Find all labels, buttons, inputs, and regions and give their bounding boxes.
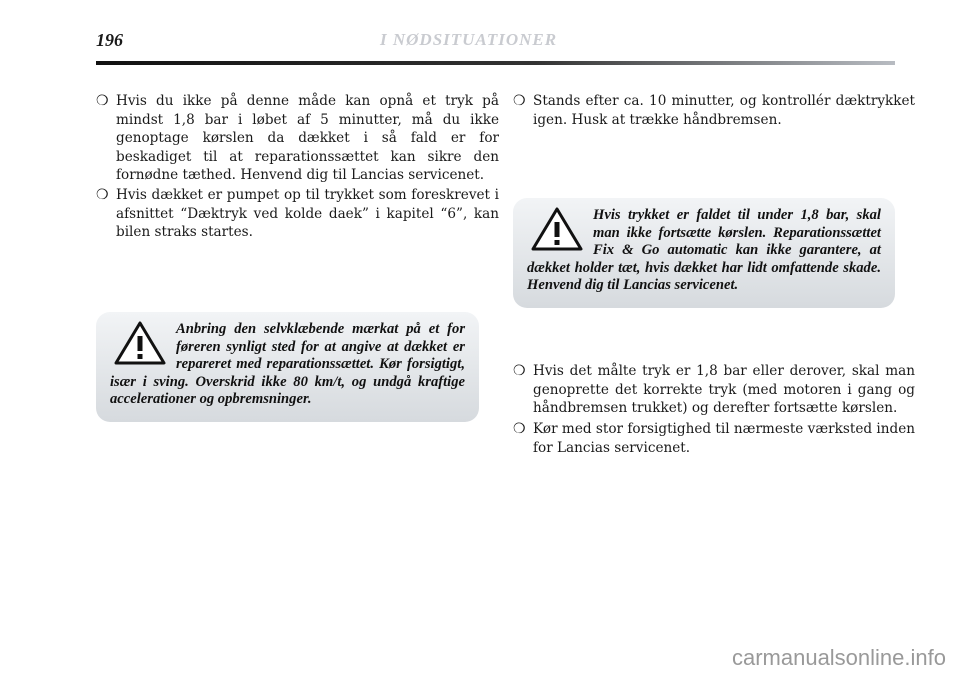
left-bullet-1 — [96, 92, 499, 185]
section-title: I NØDSITUATIONER — [380, 30, 558, 49]
bullet-marker: ❍ — [96, 93, 109, 109]
warning-triangle-icon — [531, 207, 583, 251]
left-bullet-2 — [96, 186, 499, 242]
page-number: 196 — [96, 30, 123, 50]
header-rule — [96, 61, 895, 65]
warning-triangle-icon — [114, 321, 166, 365]
bullet-marker: ❍ — [513, 93, 526, 109]
bullet-marker: ❍ — [513, 363, 526, 379]
right-bullet-top — [513, 92, 915, 129]
left-bullet-1-text: Hvis du ikke på denne måde kan opnå et tryk på mindst 1,8 bar i løbet af 5 minutter, må du ikke genoptage kørslen da dækket i så fald er for beskadiget til at reparationssættet kan sikre den fornødne tæthed. Henvend dig til Lancias servicenet. — [116, 93, 499, 184]
watermark: carmanualsonline.info — [731, 645, 946, 670]
warning-box-left — [96, 312, 479, 422]
right-bullet-bottom-1-text: Hvis det målte tryk er 1,8 bar eller derover, skal man genoprette det korrekte tryk (med motoren i gang og håndbremsen trukket) og derefter fortsætte kørslen. — [533, 363, 915, 417]
right-bullet-bottom-1 — [513, 362, 915, 418]
right-bullet-bottom-2 — [513, 420, 915, 457]
bullet-marker: ❍ — [513, 421, 526, 437]
right-bullet-bottom-2-text: Kør med stor forsigtighed til nærmeste værksted inden for Lancias servicenet. — [533, 421, 915, 456]
bullet-marker: ❍ — [96, 187, 109, 203]
warning-text-right: Hvis trykket er faldet til under 1,8 bar, skal man ikke fortsætte kørslen. Reparationssættet Fix & Go automatic kan ikke garantere, at dækket holder tæt, hvis dækket har lidt omfattende skade. Henvend dig til Lancias servicenet. — [527, 207, 881, 293]
right-bullet-top-text: Stands efter ca. 10 minutter, og kontrollér dæktrykket igen. Husk at trække håndbremsen. — [533, 93, 915, 128]
left-bullet-2-text: Hvis dækket er pumpet op til trykket som foreskrevet i afsnittet “Dæktryk ved kolde daek” i kapitel “6”, kan bilen straks startes. — [116, 187, 499, 241]
warning-box-right — [513, 198, 895, 308]
warning-text-left: Anbring den selvklæbende mærkat på et for føreren synligt sted for at angive at dækket er repareret med reparationssættet. Kør forsigtigt, især i sving. Overskrid ikke 80 km/t, og undgå kraftige accelerationer og opbremsninger. — [110, 321, 465, 407]
